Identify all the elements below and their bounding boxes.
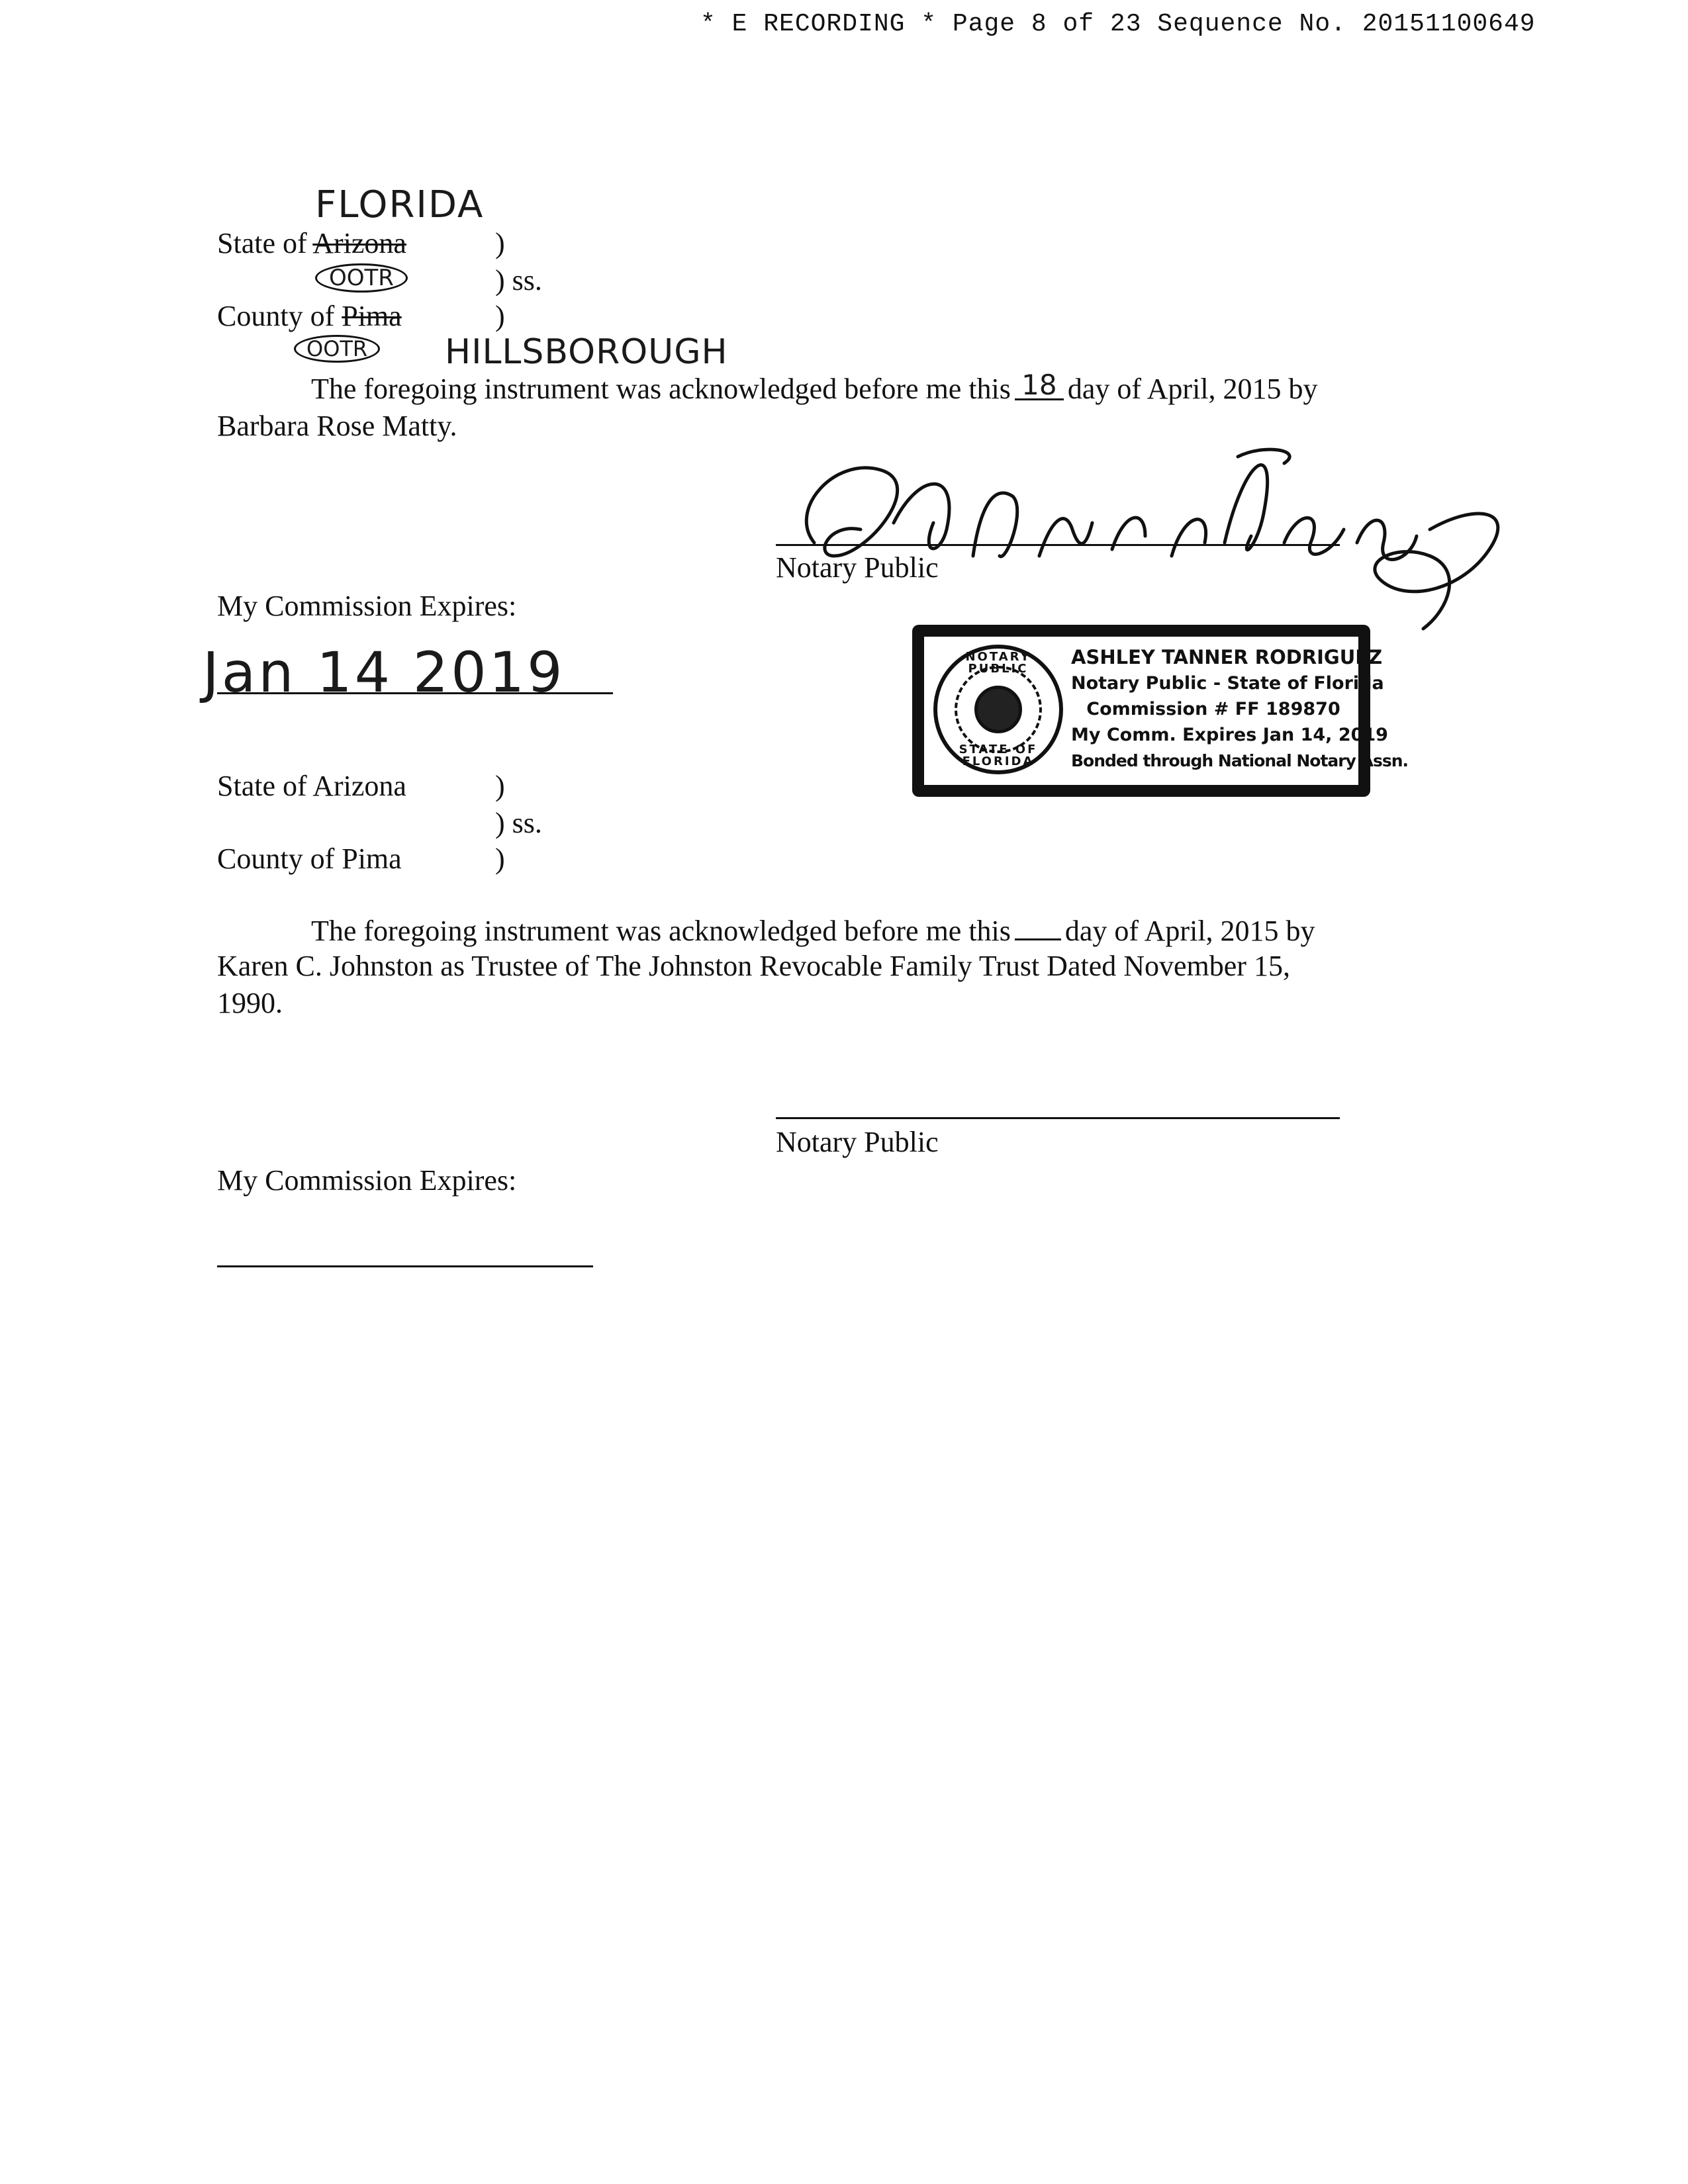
county-struck: Pima [342,300,402,332]
notary-seal-image [933,645,1063,774]
handwritten-ack-day: 18 [1021,369,1057,401]
state-prefix: State of [217,227,307,259]
commission-label-2: My Commission Expires: [217,1164,517,1197]
state-line-1 [217,229,406,258]
commission-handwritten-date: Jan 14 2019 [203,640,565,705]
handwritten-county: HILLSBOROUGH [445,332,728,372]
ack2-text-b: day of April, 2015 by [1064,915,1315,947]
ss-text-2: ) ss. [495,807,542,839]
state-struck: Arizona [312,227,406,259]
ack2-text-a: The foregoing instrument was acknowledged before me this [311,915,1011,947]
notary-public-label-2: Notary Public [776,1126,939,1158]
notary-signature-image [774,430,1523,655]
seal-text-top: NOTARY PUBLIC [965,650,1031,676]
stamp-line-name: ASHLEY TANNER RODRIGUEZ [1071,646,1383,668]
commission-line-2 [217,1265,593,1267]
ack2-day-blank [1015,915,1061,940]
stamp-text [1071,645,1409,774]
recording-header: * E RECORDING * Page 8 of 23 Sequence No. 20151100649 [700,10,1536,38]
paren-3: ) [495,300,505,332]
notary-stamp [912,625,1409,797]
county-prefix: County of [217,300,335,332]
handwritten-county-mark: OOTR [294,335,380,363]
stamp-line-bonded: Bonded through National Notary Assn. [1071,751,1409,770]
ack-text-a: The foregoing instrument was acknowledged before me this [311,373,1011,405]
paren-3b: ) [495,842,505,875]
handwritten-ss-mark: OOTR [315,263,408,293]
stamp-line-commission: Commission # FF 189870 [1086,699,1340,719]
ack2-line3: 1990. [217,987,283,1019]
ack-name: Barbara Rose Matty. [217,410,457,442]
paren-1b: ) [495,770,505,802]
signature-line-2 [776,1117,1340,1119]
handwritten-state: FLORIDA [315,183,485,226]
county-line-1 [217,302,402,331]
stamp-line-expires: My Comm. Expires Jan 14, 2019 [1071,725,1388,745]
stamp-line-title: Notary Public - State of Florida [1071,673,1384,694]
commission-line-1 [217,692,613,694]
ack2-line2: Karen C. Johnston as Trustee of The Johnston Revocable Family Trust Dated November 15, [217,950,1290,982]
notary-public-label-1: Notary Public [776,551,939,584]
ss-text-1: ) ss. [495,264,542,296]
acknowledgment-line-2 [311,915,1315,946]
seal-text-bottom: STATE OF FLORIDA [959,743,1038,768]
ack-text-b: day of April, 2015 by [1067,373,1318,405]
county-line-2: County of Pima [217,842,402,875]
commission-label-1: My Commission Expires: [217,590,517,622]
state-line-2: State of Arizona [217,770,406,802]
paren-1: ) [495,227,505,259]
seal-core [974,686,1022,733]
acknowledgment-line-1 [311,369,1318,405]
